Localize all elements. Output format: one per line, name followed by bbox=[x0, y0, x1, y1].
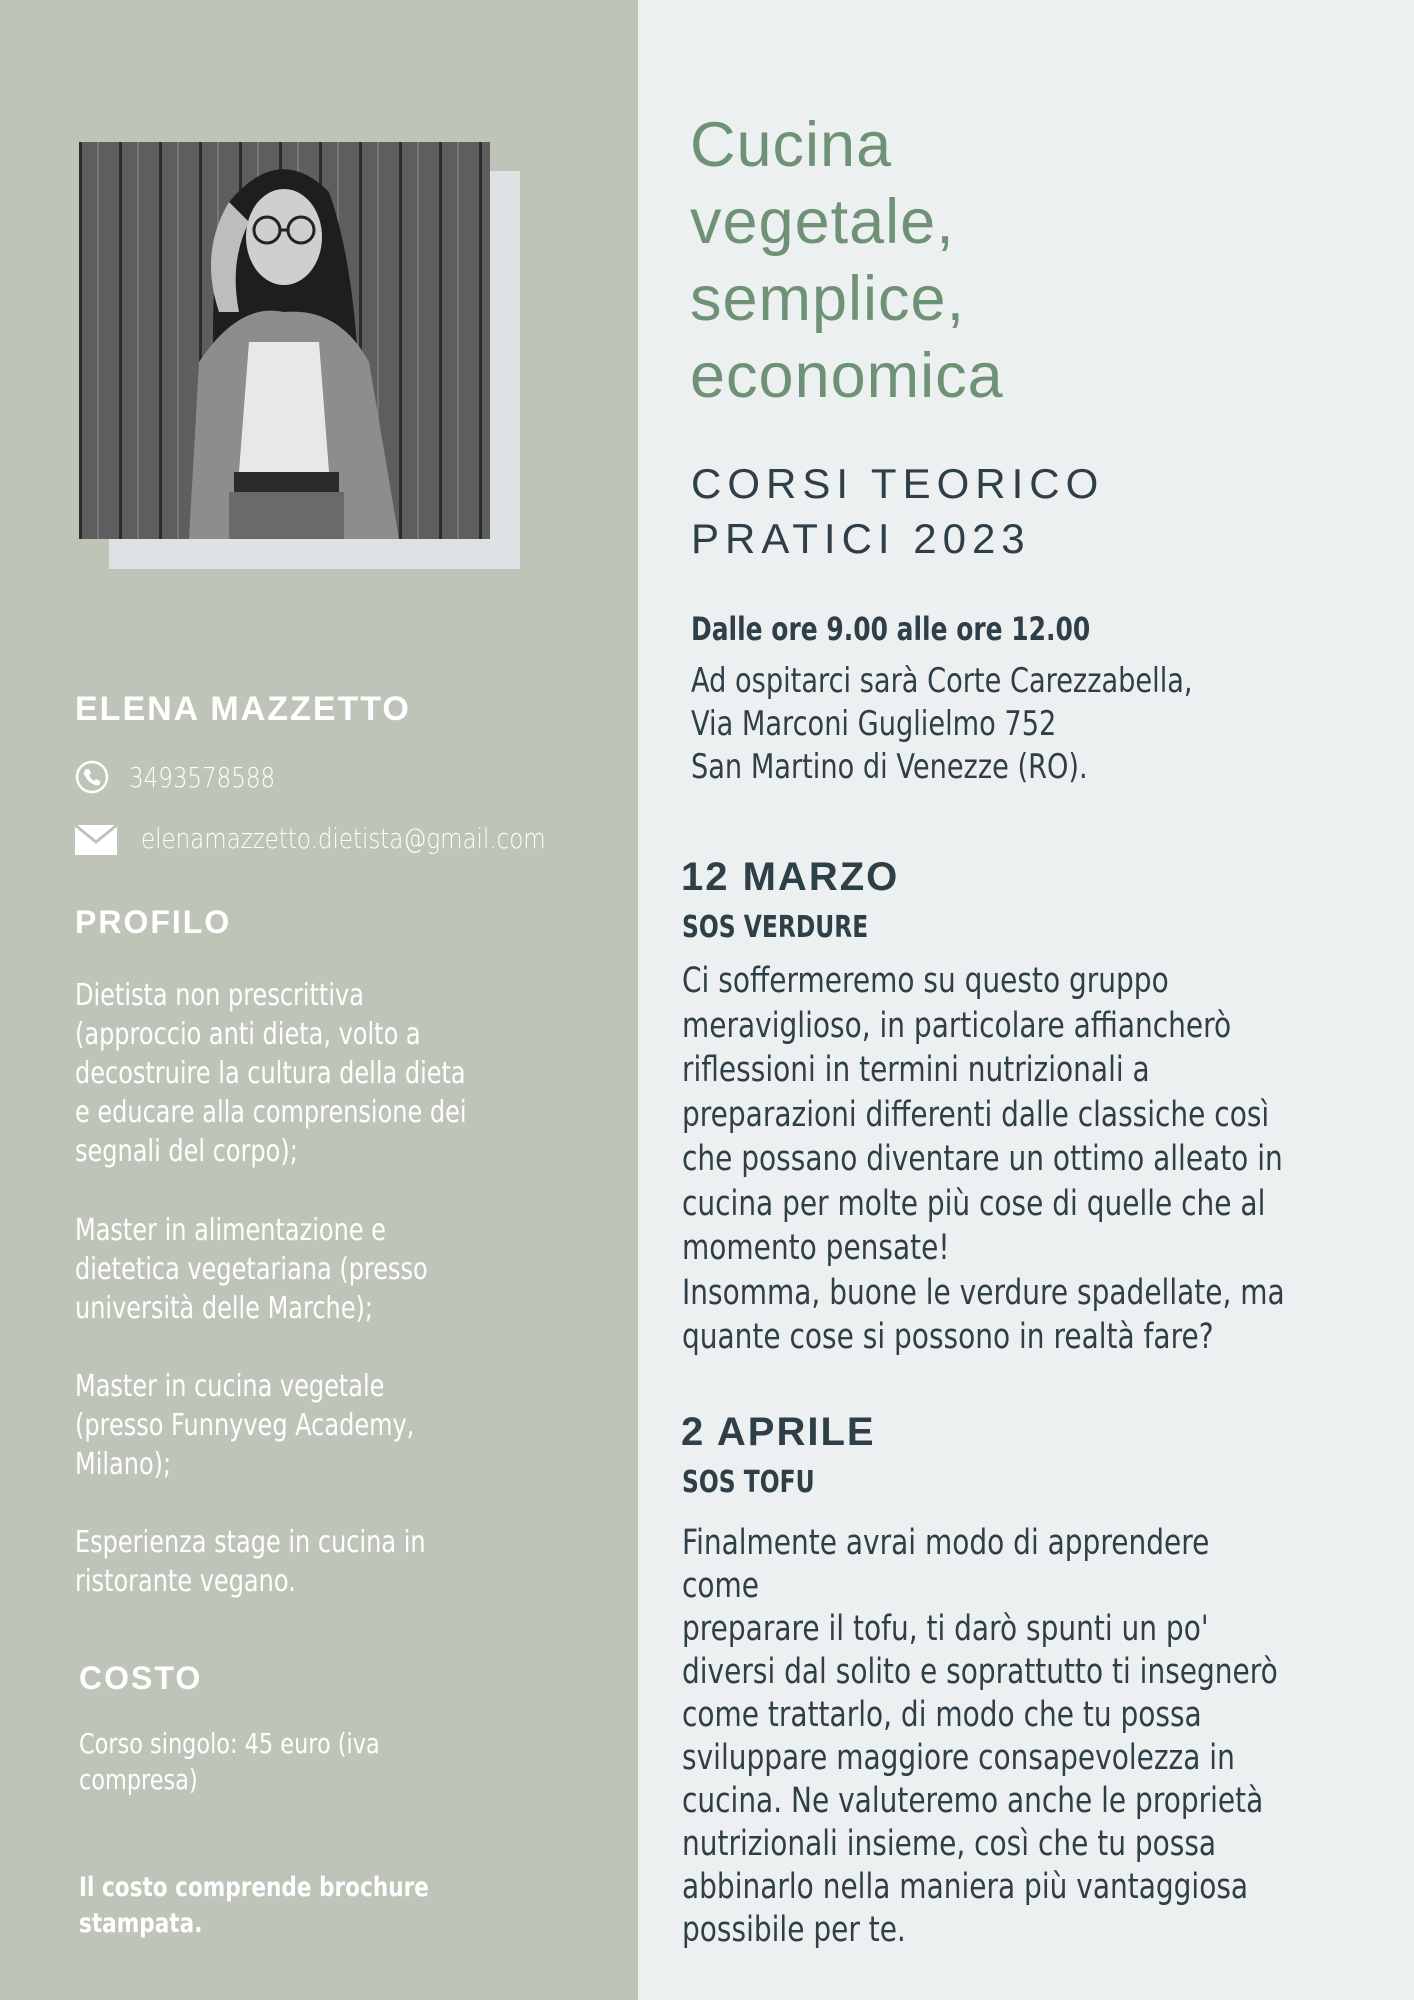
cost-line: compresa) bbox=[79, 1763, 198, 1796]
email-row bbox=[75, 822, 634, 855]
profile-line: (presso Funnyveg Academy, bbox=[75, 1408, 415, 1443]
course-hours: Dalle ore 9.00 alle ore 12.00 bbox=[691, 610, 1091, 648]
course-name: SOS TOFU bbox=[682, 1465, 815, 1500]
description-line: nutrizionali insieme, così che tu possa bbox=[682, 1824, 1217, 1864]
description-line: cucina per molte più cose di quelle che al bbox=[682, 1183, 1266, 1224]
profile-item-4 bbox=[75, 1523, 426, 1601]
profile-line: e educare alla comprensione dei bbox=[75, 1095, 467, 1130]
profile-line: dietetica vegetariana (presso bbox=[75, 1252, 428, 1287]
cost-details bbox=[79, 1726, 380, 1798]
description-line: come trattarlo, di modo che tu possa bbox=[682, 1695, 1202, 1735]
cost-note bbox=[79, 1870, 429, 1942]
profile-heading: PROFILO bbox=[75, 904, 232, 940]
profile-line: segnali del corpo); bbox=[75, 1134, 298, 1169]
cost-note-line: Il costo comprende brochure bbox=[79, 1872, 429, 1903]
description-line: Ci soffermeremo su questo gruppo bbox=[682, 961, 1169, 1001]
page-title bbox=[690, 107, 1004, 415]
description-line: che possano diventare un ottimo alleato in bbox=[682, 1139, 1283, 1179]
profile-item-1 bbox=[75, 976, 467, 1171]
venue-address bbox=[691, 660, 1193, 789]
cost-note-line: stampata. bbox=[79, 1908, 203, 1939]
profile-line: Dietista non prescrittiva bbox=[75, 978, 364, 1013]
venue-line: Ad ospitarci sarà Corte Carezzabella, bbox=[691, 661, 1193, 701]
profile-line: Master in cucina vegetale bbox=[75, 1369, 385, 1404]
profile-item-3 bbox=[75, 1367, 414, 1484]
mail-icon bbox=[75, 823, 117, 855]
course-name: SOS VERDURE bbox=[682, 910, 869, 945]
profile-line: Milano); bbox=[75, 1447, 172, 1482]
phone-number[interactable]: 3493578588 bbox=[129, 760, 276, 794]
description-line: diversi dal solito e soprattutto ti insegnerò bbox=[682, 1652, 1278, 1692]
description-line: preparare il tofu, ti darò spunti un po' bbox=[682, 1609, 1209, 1649]
portrait-illustration bbox=[79, 142, 490, 539]
cost-heading: COSTO bbox=[79, 1660, 203, 1696]
venue-line: Via Marconi Guglielmo 752 bbox=[691, 704, 1057, 744]
description-line: preparazioni differenti dalle classiche così bbox=[682, 1094, 1270, 1135]
description-line: possibile per te. bbox=[682, 1910, 906, 1950]
course-description bbox=[682, 959, 1290, 1360]
subtitle-line: CORSI TEORICO bbox=[691, 460, 1105, 507]
description-line: sviluppare maggiore consapevolezza in bbox=[682, 1738, 1235, 1778]
description-line: cucina. Ne valuteremo anche le proprietà bbox=[682, 1781, 1264, 1821]
subtitle-line: PRATICI 2023 bbox=[691, 515, 1031, 562]
profile-item-2 bbox=[75, 1211, 428, 1328]
course-date: 2 APRILE bbox=[681, 1410, 876, 1454]
title-line: semplice, bbox=[690, 264, 966, 334]
description-line: meraviglioso, in particolare affiancherò bbox=[682, 1005, 1232, 1046]
description-line: quante cose si possono in realtà fare? bbox=[682, 1317, 1214, 1357]
venue-line: San Martino di Venezze (RO). bbox=[691, 747, 1088, 787]
page-subtitle bbox=[691, 456, 1104, 566]
title-line: vegetale, bbox=[690, 187, 955, 257]
course-date: 12 MARZO bbox=[681, 855, 900, 899]
profile-line: Master in alimentazione e bbox=[75, 1213, 386, 1248]
profile-line: Esperienza stage in cucina in bbox=[75, 1525, 426, 1560]
person-name: ELENA MAZZETTO bbox=[75, 690, 411, 728]
profile-line: università delle Marche); bbox=[75, 1291, 373, 1326]
phone-icon bbox=[75, 760, 109, 794]
description-line: Finalmente avrai modo di apprendere come bbox=[682, 1523, 1210, 1606]
description-line: momento pensate! bbox=[682, 1228, 950, 1268]
description-line: riflessioni in termini nutrizionali a bbox=[682, 1050, 1150, 1090]
profile-line: decostruire la cultura della dieta bbox=[75, 1056, 466, 1091]
email-address[interactable]: elenamazzetto.dietista@gmail.com bbox=[141, 822, 546, 855]
description-line: abbinarlo nella maniera più vantaggiosa bbox=[682, 1867, 1249, 1907]
title-line: economica bbox=[690, 341, 1004, 411]
course-description bbox=[682, 1522, 1290, 1952]
portrait-photo bbox=[79, 142, 490, 539]
profile-line: (approccio anti dieta, volto a bbox=[75, 1017, 421, 1052]
title-line: Cucina bbox=[690, 110, 893, 180]
cost-line: Corso singolo: 45 euro (iva bbox=[79, 1727, 380, 1760]
profile-line: ristorante vegano. bbox=[75, 1564, 296, 1599]
phone-row bbox=[75, 760, 307, 794]
description-line: Insomma, buone le verdure spadellate, ma bbox=[682, 1272, 1285, 1313]
